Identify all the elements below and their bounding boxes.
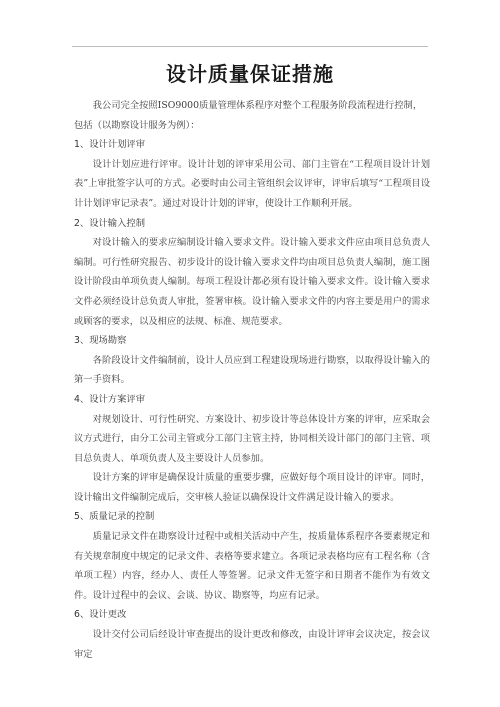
section-3-paragraph: 各阶段设计文件编制前，设计人员应到工程建设现场进行勘察，以取得设计输入的第一手资料。 — [74, 354, 430, 386]
header-rule — [72, 46, 428, 47]
section-6-paragraph: 设计交付公司后经设计审查提出的设计更改和修改，由设计评审会议决定，按会议审定 — [74, 629, 430, 660]
intro-paragraph: 我公司完全按照ISO9000质量管理体系程序对整个工程服务阶段流程进行控制，包括（以勘察设计服务为例）： — [74, 100, 423, 131]
document-body — [74, 96, 430, 664]
section-2-paragraph: 对设计输入的要求应编制设计输入要求文件。设计输入要求文件应由项目总负责人编制。可行性研究报告、初步设计的设计输入要求文件均由项目总负责人编制，施工图设计阶段由单项负责人编制。每项工程设计都必须有设计输入要求文件。设计输入要求文件必须经设计总负责人审批，签署审核。设计输入要求文件的内容主要是用户的需求或顾客的要求，以及相应的法规、标准、规范要求。 — [74, 237, 430, 327]
section-4-paragraph-2: 设计方案的评审是确保设计质量的重要步骤，应做好每个项目设计的评审。同时，设计输出文件编制完成后，交审核人验证以确保设计文件满足设计输入的要求。 — [74, 472, 430, 503]
section-heading-2: 2、设计输入控制 — [74, 217, 145, 229]
section-4-paragraph-1: 对规划设计、可行性研究、方案设计、初步设计等总体设计方案的评审，应采取会议方式进行，由分工公司主管或分工部门主管主持，协同相关设计部门的部门主管、项目总负责人、单项负责人及主要设计人员参加。 — [74, 413, 430, 464]
section-heading-5: 5、质量记录的控制 — [74, 511, 155, 523]
section-heading-6: 6、设计更改 — [74, 609, 127, 621]
section-5-paragraph: 质量记录文件在勘察设计过程中或相关活动中产生，按质量体系程序各要素规定和有关规章制度中规定的记录文件、表格等要求建立。各项记录表格均应有工程名称（含单项工程）内容，经办人、责任人等签署。记录文件无签字和日期者不能作为有效文件。设计过程中的会议、会谈、协议、勘察等，均应有记录。 — [74, 531, 430, 601]
section-heading-3: 3、现场勘察 — [74, 335, 127, 347]
section-heading-1: 1、设计计划评审 — [74, 139, 145, 151]
section-1-paragraph: 设计计划应进行评审。设计计划的评审采用公司、部门主管在“工程项目设计计划表”上审批签字认可的方式。必要时由公司主管组织会议评审，评审后填写“工程项目设计计划评审记录表”。通过对设计计划的评审，使设计工作顺利开展。 — [74, 158, 430, 209]
section-heading-4: 4、设计方案评审 — [74, 393, 145, 405]
document-title: 设计质量保证措施 — [166, 62, 334, 86]
